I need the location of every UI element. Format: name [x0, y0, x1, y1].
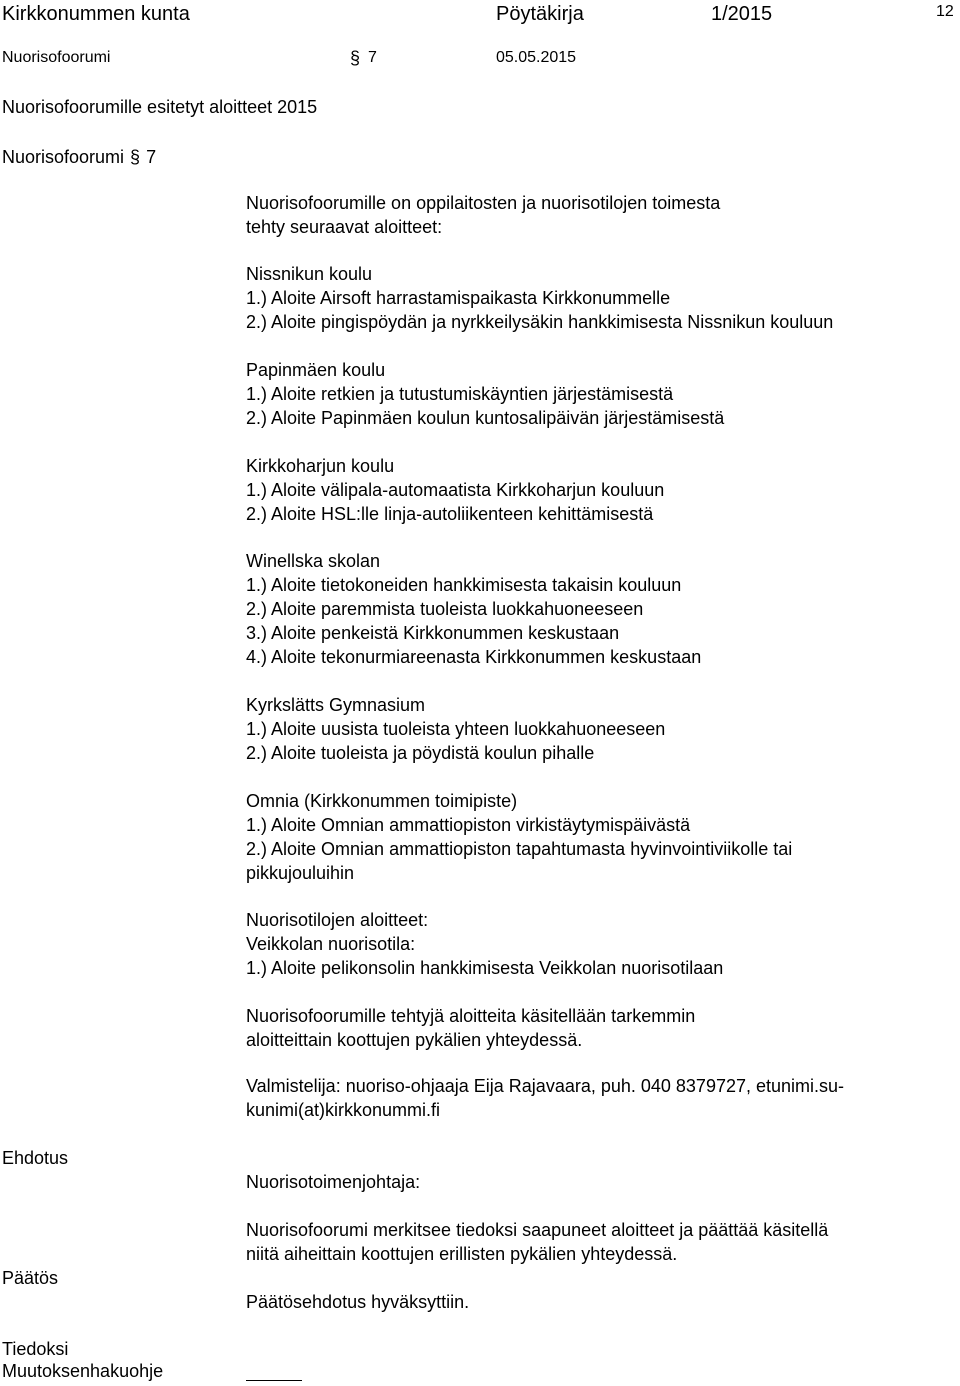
document-number: 1/2015	[711, 3, 773, 25]
school-block-kirkkoharju	[246, 454, 664, 526]
decision-label: Päätös	[2, 1268, 59, 1288]
initiative-item: 2.) Aloite paremmista tuoleista luokkahuoneeseen	[246, 599, 644, 619]
section-subtitle	[2, 146, 156, 168]
preparer-line: Valmistelija: nuoriso-ohjaaja Eija Rajavaara, puh. 040 8379727, etunimi.su-	[246, 1076, 845, 1096]
school-block-omnia	[246, 789, 792, 885]
school-block-winellska	[246, 549, 701, 669]
for-information-label: Tiedoksi	[2, 1339, 69, 1359]
intro-line: Nuorisofoorumille on oppilaitosten ja nuorisotilojen toimesta	[246, 193, 721, 213]
proposal-label: Ehdotus	[2, 1148, 69, 1168]
signature-blank-line	[246, 1380, 302, 1381]
intro-text	[246, 191, 720, 239]
initiative-item: 1.) Aloite Airsoft harrastamispaikasta Kirkkonummelle	[246, 288, 671, 308]
initiative-item: 3.) Aloite penkeistä Kirkkonummen keskustaan	[246, 623, 620, 643]
initiative-item: 1.) Aloite retkien ja tutustumiskäyntien järjestämisestä	[246, 384, 674, 404]
proposal-text	[246, 1218, 828, 1266]
school-name: Nissnikun koulu	[246, 264, 373, 284]
preparer-line: kunimi(at)kirkkonummi.fi	[246, 1100, 441, 1120]
note-line: aloitteittain koottujen pykälien yhteydessä.	[246, 1030, 583, 1050]
school-name: Winellska skolan	[246, 551, 381, 571]
decision-text: Päätösehdotus hyväksyttiin.	[246, 1292, 470, 1312]
appeal-instructions-label: Muutoksenhakuohje	[2, 1361, 164, 1381]
initiative-item: 1.) Aloite Omnian ammattiopiston virkistäytymispäivästä	[246, 815, 691, 835]
youth-centres-heading: Nuorisotilojen aloitteet:	[246, 910, 429, 930]
meeting-date: 05.05.2015	[496, 49, 577, 66]
section-sign-icon: §	[350, 48, 361, 68]
prepared-by	[246, 1074, 844, 1122]
school-name: Kirkkoharjun koulu	[246, 456, 395, 476]
initiative-item: 2.) Aloite HSL:lle linja-autoliikenteen kehittämisestä	[246, 504, 654, 524]
initiative-item: 1.) Aloite tietokoneiden hankkimisesta takaisin kouluun	[246, 575, 682, 595]
subtitle-section-number: 7	[146, 147, 157, 167]
initiative-item: 2.) Aloite Omnian ammattiopiston tapahtumasta hyvinvointiviikolle tai	[246, 839, 793, 859]
proposal-role: Nuorisotoimenjohtaja:	[246, 1172, 421, 1192]
subtitle-body-name: Nuorisofoorumi	[2, 147, 125, 167]
document-type: Pöytäkirja	[496, 3, 584, 25]
section-number-value: 7	[368, 49, 377, 66]
note-line: Nuorisofoorumille tehtyjä aloitteita käsitellään tarkemmin	[246, 1006, 696, 1026]
youth-centre-name: Veikkolan nuorisotila:	[246, 934, 416, 954]
initiative-item: 2.) Aloite tuoleista ja pöydistä koulun pihalle	[246, 743, 595, 763]
initiative-item: pikkujouluihin	[246, 863, 355, 883]
section-sign-icon: §	[130, 147, 141, 167]
school-block-papinmaki	[246, 358, 724, 430]
body-name: Nuorisofoorumi	[2, 49, 111, 66]
footer-labels	[2, 1338, 163, 1382]
intro-line: tehty seuraavat aloitteet:	[246, 217, 443, 237]
school-block-nissnikku	[246, 262, 833, 334]
initiative-item: 1.) Aloite uusista tuoleista yhteen luokkahuoneeseen	[246, 719, 666, 739]
page-number: 12	[936, 3, 954, 20]
youth-centre-block	[246, 908, 723, 980]
initiative-item: 2.) Aloite Papinmäen koulun kuntosalipäivän järjestämisestä	[246, 408, 725, 428]
proposal-line: Nuorisofoorumi merkitsee tiedoksi saapuneet aloitteet ja päättää käsitellä	[246, 1220, 829, 1240]
initiative-item: 4.) Aloite tekonurmiareenasta Kirkkonummen keskustaan	[246, 647, 702, 667]
initiative-item: 2.) Aloite pingispöydän ja nyrkkeilysäkin hankkimisesta Nissnikun kouluun	[246, 312, 834, 332]
initiative-item: 1.) Aloite välipala-automaatista Kirkkoharjun kouluun	[246, 480, 665, 500]
initiative-item: 1.) Aloite pelikonsolin hankkimisesta Veikkolan nuorisotilaan	[246, 958, 724, 978]
proposal-line: niitä aiheittain koottujen erillisten pykälien yhteydessä.	[246, 1244, 678, 1264]
school-name: Papinmäen koulu	[246, 360, 386, 380]
school-name: Kyrkslätts Gymnasium	[246, 695, 426, 715]
school-block-gymnasium	[246, 693, 665, 765]
processing-note	[246, 1004, 695, 1052]
page-title: Nuorisofoorumille esitetyt aloitteet 2015	[2, 97, 318, 117]
municipality-name: Kirkkonummen kunta	[2, 3, 190, 25]
section-number	[350, 48, 377, 68]
school-name: Omnia (Kirkkonummen toimipiste)	[246, 791, 518, 811]
